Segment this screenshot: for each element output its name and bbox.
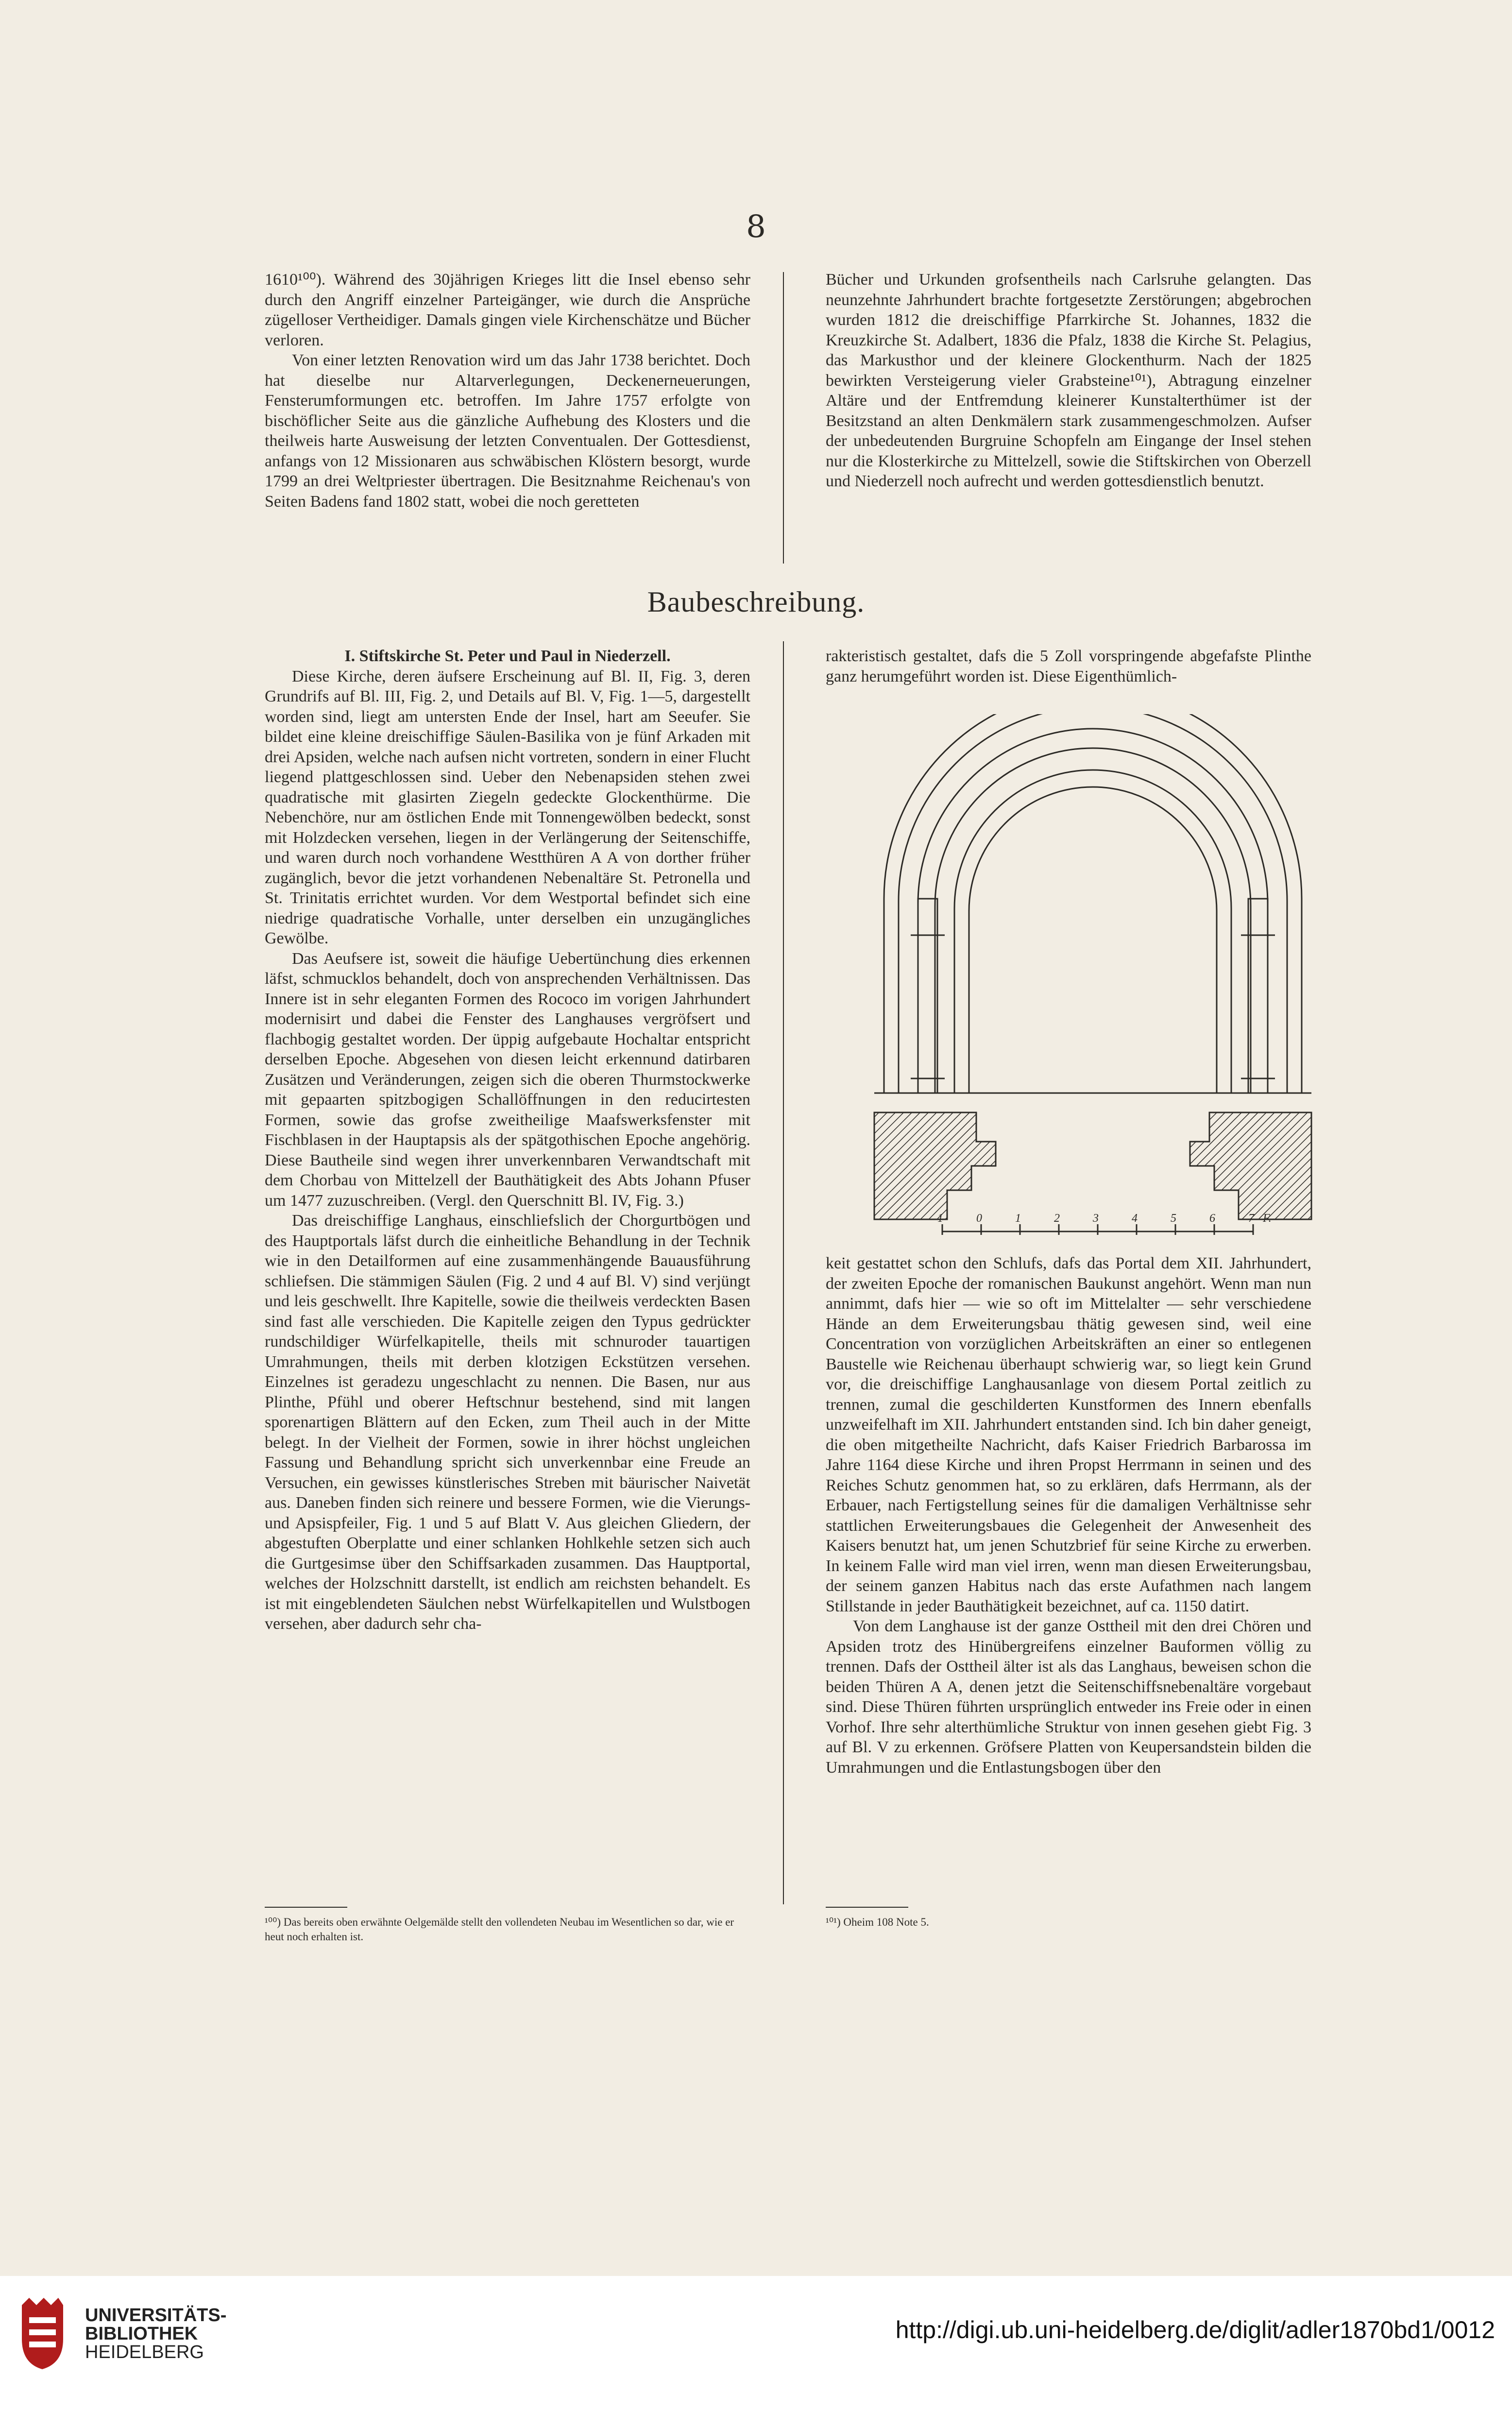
paragraph: Das dreischiffige Langhaus, einschliefslich der Chorgurtbögen und des Hauptportals läfst durch die einheitliche Behandlung in der Technik wie in den Detailformen auf eine zusammenhängende Bauausführung schliefsen. Die stämmigen Säulen (Fig. 2 und 4 auf Bl. V) sind verjüngt und leis geschwellt. Ihre Kapitelle, sowie die theilweis verdeckten Basen sind fast alle verschieden. Die Kapitelle zeigen den Typus gedrückter rundschildiger Würfelkapitelle, theils mit schnuroder tauartigen Umrahmungen, theils mit derben klotzigen Eckstützen versehen. Einzelnes ist geradezu ungeschlacht zu nennen. Die Basen, nur aus Plinthe, Pfühl und oberer Heftschnur bestehend, sind mit langen sporenartigen Blättern auf den Ecken, zum Theil auch in der Mitte belegt. In der Vielheit der Formen, sowie in ihrer höchst ungleichen Fassung und Behandlung spricht sich unverkennbar eine Freude an Versuchen, ein gewisses künstlerisches Streben mit bäurischer Naivetät aus. Daneben finden sich reinere und bessere Formen, wie die Vierungs- und Apsispfeiler, Fig. 1 und 5 auf Blatt V. Aus gleichen Gliedern, der abgestuften Oberplatte und einer schlanken Hohlkehle setzen sich auch die Gurtgesimse über den Schiffsarkaden zusammen. Das Hauptportal, welches der Holzschnitt darstellt, ist endlich am reichsten behandelt. Es ist mit eingeblendeten Säulchen nebst Würfelkapitellen und Wulstbogen versehen, aber dadurch sehr cha- bbox=[265, 1212, 750, 1633]
main-left-column bbox=[265, 646, 750, 1634]
logo-line: HEIDELBERG bbox=[85, 2342, 204, 2362]
top-right-column bbox=[826, 270, 1311, 492]
main-right-column-top bbox=[826, 646, 1311, 686]
permalink-link[interactable]: http://digi.ub.uni-heidelberg.de/diglit/adler1870bd1/0012 bbox=[895, 2316, 1495, 2343]
logo-line: UNIVERSITÄTS- bbox=[85, 2305, 227, 2326]
scale-label: 3 bbox=[1093, 1212, 1099, 1225]
paragraph: Diese Kirche, deren äufsere Erscheinung auf Bl. II, Fig. 3, deren Grundrifs auf Bl. III, Fig. 2, und Details auf Bl. V, Fig. 1—5, dargestellt worden sind, liegt am untersten Ende der Insel, hart am Seeufer. Sie bildet eine kleine dreischiffige Säulen-Basilika von je fünf Arkaden mit drei Apsiden, welche nach aufsen nicht vortreten, sondern in einer Flucht liegend plattgeschlossen sind. Ueber den Nebenapsiden stehen zwei quadratische mit glasirten Ziegeln gedeckte Glockenthürme. Die Nebenchöre, nur am östlichen Ende mit Tonnengewölben bedeckt, sonst mit Holzdecken versehen, liegen in der Verlängerung der Seitenschiffe, und waren durch noch vorhandene Westthüren A A von dorther früher zugänglich, bevor die jetzt vorhandenen Nebenaltäre St. Petronella und St. Trinitatis errichtet wurden. Vor dem Westportal befindet sich eine niedrige quadratische Vorhalle, unter derselben ein unzugängliches Gewölbe. bbox=[265, 667, 750, 947]
footnote-rule bbox=[265, 1907, 347, 1908]
scale-label: 1 bbox=[937, 1212, 943, 1225]
paragraph: keit gestattet schon den Schlufs, dafs das Portal dem XII. Jahrhundert, der zweiten Epoche der romanischen Baukunst angehört. Wenn man nun annimmt, dafs hier — wie so oft im Mittelalter — sehr verschiedene Hände an dem Erweiterungsbau thätig gewesen sind, weil eine Concentration von vorzüglichen Arbeitskräften an einer so entlegenen Baustelle wie Reichenau überhaupt schwierig war, so liegt kein Grund vor, die dreischiffige Langhausanlage von diesem Portal zeitlich zu trennen, zumal die geschilderten Kunstformen des Innern ebenfalls unzweifelhaft im XII. Jahrhundert entstanden sind. Ich bin daher geneigt, die oben mitgetheilte Nachricht, dafs Kaiser Friedrich Barbarossa im Jahre 1164 diese Kirche und ihren Propst Herrmann in seinen und des Reiches Schutz genommen hat, so zu erklären, dafs Herrmann, als der Erbauer, nach Fertigstellung seines für die damaligen Verhältnisse sehr stattlichen Erweiterungsbaues die Gelegenheit der Anwesenheit des Kaisers benutzt hat, um jenen Schutzbrief für seine Kirche zu erwerben. In keinem Falle wird man viel irren, wenn man diesen Erweiterungsbau, der seinem ganzen Habitus nach das erste Aufathmen nach langem Stillstande in jeder Bauthätigkeit bezeichnet, auf ca. 1150 datirt. bbox=[826, 1254, 1311, 1615]
column-divider bbox=[783, 641, 784, 1904]
section-heading: Baubeschreibung. bbox=[647, 586, 865, 618]
column-divider bbox=[783, 272, 784, 564]
paragraph: Von einer letzten Renovation wird um das Jahr 1738 berichtet. Doch hat dieselbe nur Altarverlegungen, Deckenerneuerungen, Fensterumformungen etc. betroffen. Im Jahre 1757 erfolgte von bischöflicher Seite aus die gänzliche Aufhebung des Klosters und die theilweis harte Ausweisung der letzten Conventualen. Der Gottesdienst, anfangs von 12 Missionaren aus schwäbischen Klöstern besorgt, wurde 1799 an drei Weltpriester übertragen. Die Besitznahme Reichenau's von Seiten Badens fand 1802 statt, wobei die noch geretteten bbox=[265, 351, 750, 511]
scale-label: 5 bbox=[1171, 1212, 1176, 1225]
paragraph: Bücher und Urkunden grofsentheils nach Carlsruhe gelangten. Das neunzehnte Jahrhundert brachte fortgesetzte Zerstörungen; abgebrochen wurden 1812 die dreischiffige Pfarrkirche St. Johannes, 1832 die Kreuzkirche St. Adalbert, 1836 die Pfalz, 1838 die Kirche St. Pelagius, das Markusthor und der kleinere Glockenthurm. Nach der 1825 bewirkten Versteigerung vieler Grabsteine¹⁰¹), Abtragung einzelner Altäre und der Entfremdung kleinerer Kunstalterthümer ist der Besitzstand an alten Denkmälern stark zusammengeschmolzen. Aufser der unbedeutenden Burgruine Schopfeln am Eingange der Insel stehen nur die Klosterkirche zu Mittelzell, sowie die Stiftskirchen von Oberzell und Niederzell noch aufrecht und werden gottesdienstlich benutzt. bbox=[826, 271, 1311, 490]
page-number: 8 bbox=[746, 209, 766, 245]
scale-label: 7 bbox=[1248, 1212, 1254, 1225]
scale-label: 1 bbox=[1015, 1212, 1021, 1225]
footnote-100: ¹⁰⁰) Das bereits oben erwähnte Oelgemälde stellt den vollendeten Neubau im Wesentlichen so dar, wie er heut noch erhalten ist. bbox=[265, 1916, 734, 1943]
paragraph: 1610¹⁰⁰). Während des 30jährigen Krieges litt die Insel ebenso sehr durch den Angriff einzelner Parteigänger, wie durch die Ansprüche zügelloser Vertheidiger. Damals gingen viele Kirchenschätze und Bücher verloren. bbox=[265, 271, 750, 349]
portal-woodcut-figure bbox=[865, 714, 1321, 1239]
scale-label: 4 bbox=[1132, 1212, 1138, 1225]
scale-label: 2 bbox=[1054, 1212, 1060, 1225]
scale-unit: F. bbox=[1263, 1212, 1272, 1225]
paragraph: rakteristisch gestaltet, dafs die 5 Zoll vorspringende abgefafste Plinthe ganz herumgeführt worden ist. Diese Eigenthümlich- bbox=[826, 647, 1311, 685]
top-left-column bbox=[265, 270, 750, 512]
subheading: I. Stiftskirche St. Peter und Paul in Niederzell. bbox=[344, 647, 671, 665]
scale-label: 0 bbox=[976, 1212, 982, 1225]
university-seal-icon bbox=[19, 2295, 66, 2371]
main-right-column-bottom bbox=[826, 1253, 1311, 1778]
footer-bar bbox=[0, 2276, 1512, 2411]
footnote-101: ¹⁰¹) Oheim 108 Note 5. bbox=[826, 1916, 929, 1928]
permalink-url[interactable] bbox=[896, 2316, 1495, 2344]
logo-line: BIBLIOTHEK bbox=[85, 2324, 198, 2344]
footnote-rule bbox=[826, 1907, 908, 1908]
portal-drawing bbox=[865, 714, 1321, 1239]
library-logo-text bbox=[85, 2306, 226, 2361]
paragraph: Das Aeufsere ist, soweit die häufige Uebertünchung dies erkennen läfst, schmucklos behandelt, doch von ansprechenden Verhältnissen. Das Innere ist in sehr eleganten Formen des Rococo im vorigen Jahrhundert modernisirt und dabei die Fenster des Langhauses vergröfsert und flachbogig gestaltet worden. Der üppig aufgebaute Hochaltar entspricht derselben Epoche. Abgesehen von diesen leicht erkennund datirbaren Zusätzen und Veränderungen, zeigen sich die oberen Thurmstockwerke mit gepaarten spitzbogigen Schallöffnungen in den reducirtesten Formen, sowie das grofse zweitheilige Maafswerksfenster mit Fischblasen in der Hauptapsis als der spätgothischen Epoche angehörig. Diese Bautheile sind wegen ihrer unverkennbaren Verwandtschaft mit dem Chorbau von Mittelzell der Bauthätigkeit des Abts Johann Pfuser um 1477 zuzuschreiben. (Vergl. den Querschnitt Bl. IV, Fig. 3.) bbox=[265, 949, 750, 1210]
paragraph: Von dem Langhause ist der ganze Osttheil mit den drei Chören und Apsiden trotz des Hinübergreifens einzelner Bauformen völlig zu trennen. Dafs der Osttheil älter ist als das Langhaus, beweisen schon die beiden Thüren A A, denen jetzt die Seitenschiffsnebenaltäre vorgebaut sind. Diese Thüren führten ursprünglich entweder ins Freie oder in einen Vorhof. Ihre sehr alterthümliche Struktur von innen gesehen giebt Fig. 3 auf Bl. V zu erkennen. Gröfsere Platten von Keupersandstein bilden die Umrahmungen und die Entlastungsbogen über den bbox=[826, 1617, 1311, 1777]
scale-label: 6 bbox=[1209, 1212, 1215, 1225]
